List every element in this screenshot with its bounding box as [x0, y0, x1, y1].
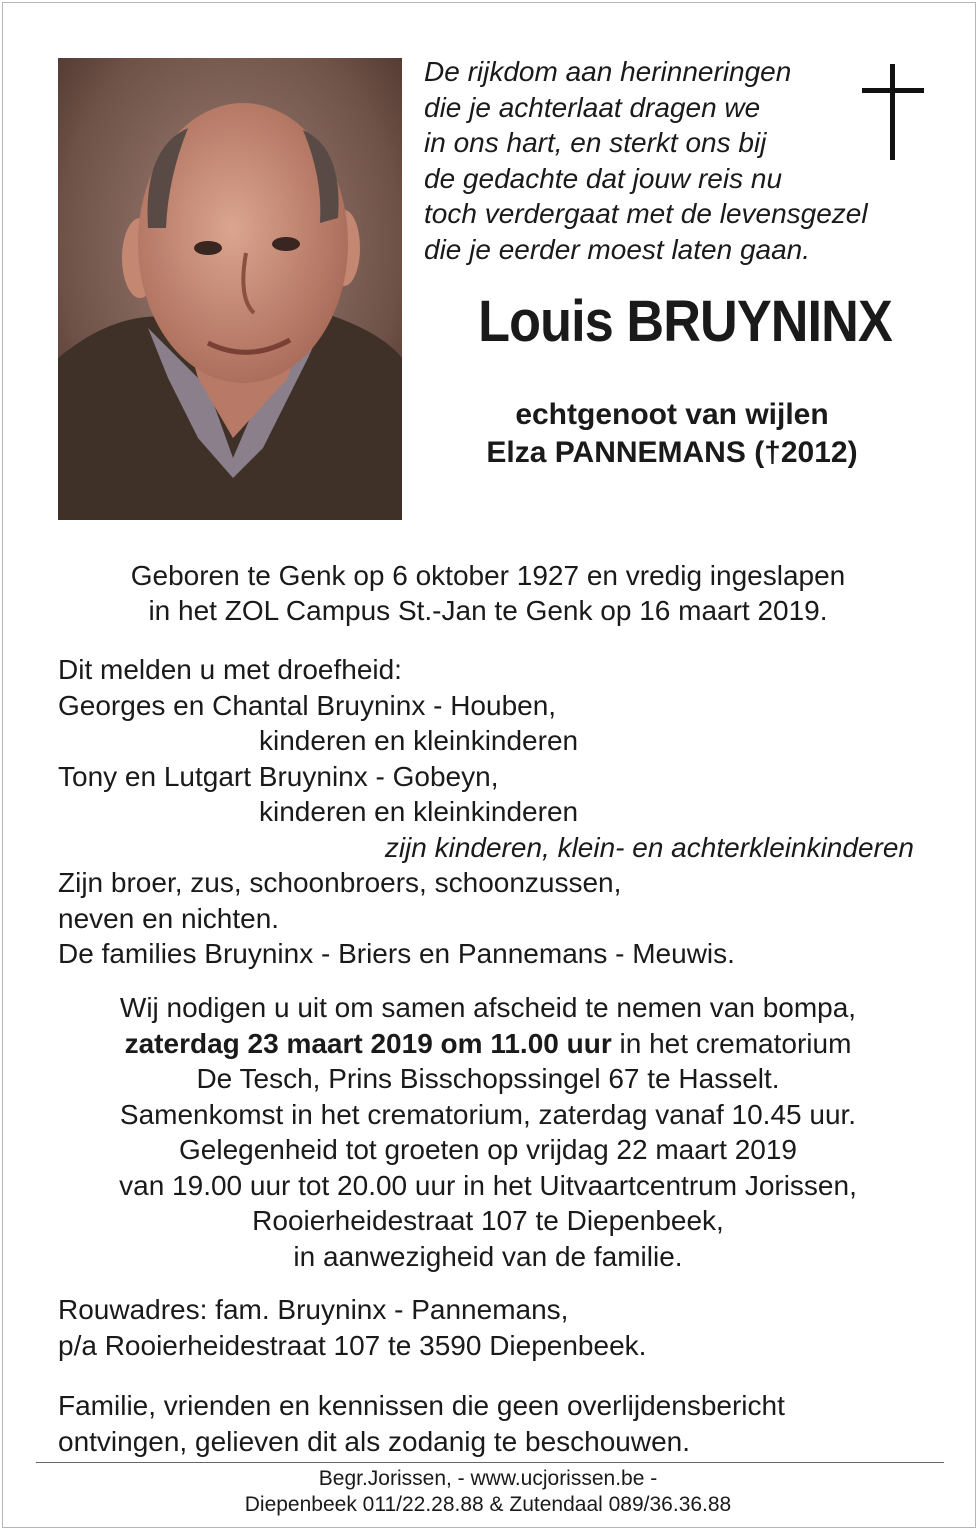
poem-line: De rijkdom aan herinneringen — [424, 56, 792, 87]
born-line-1: Geboren te Genk op 6 oktober 1927 en vredig ingeslapen — [130, 560, 846, 591]
family-line: neven en nichten. — [58, 902, 280, 934]
undertaker-footer — [0, 1466, 976, 1518]
footer-line-2: Diepenbeek 011/22.28.88 & Zutendaal 089/36.36.88 — [244, 1493, 732, 1516]
poem-line: toch verdergaat met de levensgezel — [424, 198, 868, 229]
notice-line-1: Familie, vrienden en kennissen die geen overlijdensbericht — [58, 1390, 785, 1421]
poem-line: die je eerder moest laten gaan. — [424, 233, 811, 265]
notice-text — [58, 1388, 948, 1459]
family-line: kinderen en kleinkinderen — [259, 796, 579, 827]
funeral-invitation — [0, 990, 976, 1274]
invite-line — [0, 1026, 976, 1062]
deceased-name: Louis BRUYNINX — [478, 289, 892, 354]
invite-line-rest: in het crematorium — [611, 1027, 852, 1059]
spouse-line-2: Elza PANNEMANS (†2012) — [486, 436, 858, 469]
family-line: Zijn broer, zus, schoonbroers, schoonzussen, — [58, 867, 622, 898]
family-line: De families Bruyninx - Briers en Pannemans - Meuwis. — [58, 938, 735, 969]
family-announcement — [58, 652, 948, 972]
spouse-line-1: echtgenoot van wijlen — [515, 398, 829, 431]
notice-line-2: ontvingen, gelieven dit als zodanig te beschouwen. — [58, 1425, 690, 1457]
mourning-address — [58, 1292, 948, 1363]
address-line-1: Rouwadres: fam. Bruyninx - Pannemans, — [58, 1294, 569, 1325]
family-line: kinderen en kleinkinderen — [259, 725, 579, 756]
born-line-2: in het ZOL Campus St.-Jan te Genk op 16 maart 2019. — [148, 595, 828, 626]
poem-line: die je achterlaat dragen we — [424, 91, 761, 123]
poem-line: de gedachte dat jouw reis nu — [424, 162, 783, 194]
footer-line-1: Begr.Jorissen, - www.ucjorissen.be - — [318, 1467, 658, 1490]
invite-line: Rooierheidestraat 107 te Diepenbeek, — [252, 1205, 724, 1236]
portrait-photo — [58, 58, 402, 520]
footer-divider — [36, 1462, 944, 1463]
invite-line: Wij nodigen u uit om samen afscheid te nemen van bompa, — [119, 992, 857, 1023]
latin-cross-icon — [862, 64, 924, 160]
family-intro: Dit melden u met droefheid: — [58, 654, 402, 685]
invite-line: Samenkomst in het crematorium, zaterdag vanaf 10.45 uur. — [119, 1098, 857, 1130]
family-line: Tony en Lutgart Bruyninx - Gobeyn, — [58, 760, 499, 792]
funeral-datetime: zaterdag 23 maart 2019 om 11.00 uur — [124, 1027, 612, 1059]
family-line: zijn kinderen, klein- en achterkleinkinderen — [384, 831, 914, 863]
invite-line: Gelegenheid tot groeten op vrijdag 22 maart 2019 — [179, 1134, 797, 1165]
spouse-info — [400, 396, 944, 472]
invite-line: van 19.00 uur tot 20.00 uur in het Uitvaartcentrum Jorissen, — [119, 1169, 857, 1201]
invite-line: in aanwezigheid van de familie. — [293, 1240, 683, 1272]
family-line: Georges en Chantal Bruyninx - Houben, — [58, 689, 557, 721]
invite-line: De Tesch, Prins Bisschopssingel 67 te Hasselt. — [196, 1063, 780, 1094]
birth-death-info — [0, 558, 976, 628]
address-line-2: p/a Rooierheidestraat 107 te 3590 Diepenbeek. — [58, 1329, 647, 1361]
poem-line: in ons hart, en sterkt ons bij — [424, 127, 767, 158]
